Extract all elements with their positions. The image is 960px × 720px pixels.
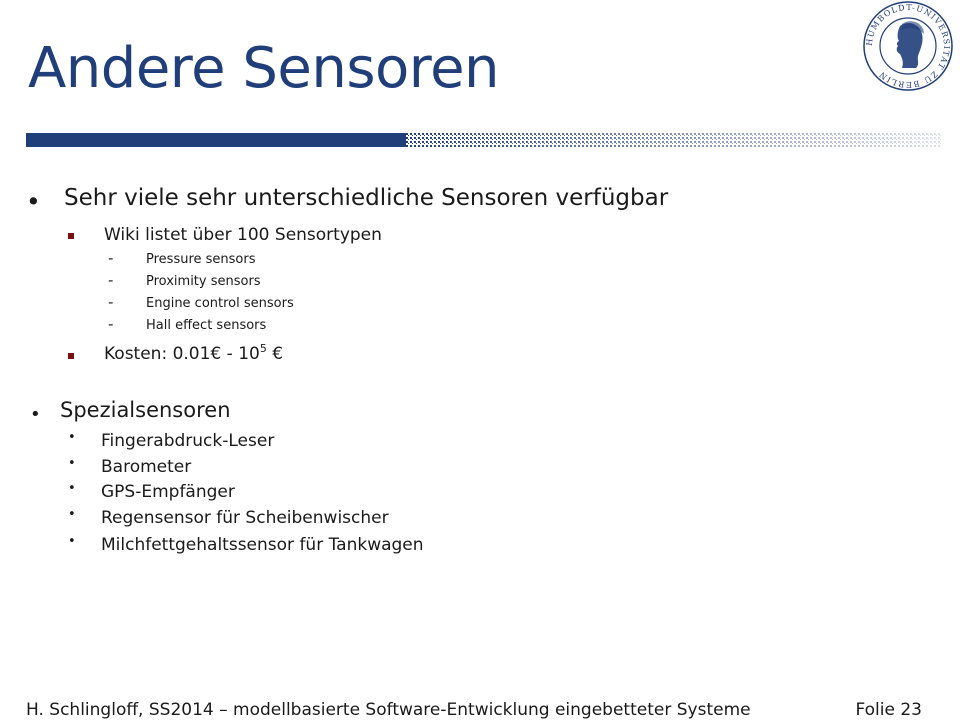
bullet-dot-icon: •: [26, 187, 41, 216]
kosten-suffix: €: [266, 344, 284, 364]
footer-slide-number: Folie 23: [855, 700, 922, 720]
footer-author-course: H. Schlingloff, SS2014 – modellbasierte Software-Entwicklung eingebetteter Systeme: [26, 700, 751, 720]
bullet-dot-icon: •: [68, 534, 76, 549]
special-sensor-item: Regensensor für Scheibenwischer: [101, 508, 389, 528]
dash-bullet-icon: -: [108, 293, 114, 311]
kosten-text: Kosten: 0.01€ - 10: [104, 344, 260, 364]
bullet-dot-icon: •: [30, 404, 41, 425]
bullet-dot-icon: •: [68, 430, 76, 445]
sensor-type-item: Pressure sensors: [146, 252, 256, 267]
dash-bullet-icon: -: [108, 249, 114, 267]
special-sensor-item: Fingerabdruck-Leser: [101, 431, 275, 451]
bullet-dot-icon: •: [68, 456, 76, 471]
special-sensor-item: GPS-Empfänger: [101, 482, 235, 502]
dash-bullet-icon: -: [108, 271, 114, 289]
dash-bullet-icon: -: [108, 315, 114, 333]
bullet-dot-icon: •: [68, 507, 76, 522]
bullet-kosten: [104, 344, 283, 364]
special-sensor-item: Barometer: [101, 457, 192, 477]
sensor-type-item: Hall effect sensors: [146, 318, 267, 333]
bullet-wiki: Wiki listet über 100 Sensortypen: [104, 225, 382, 245]
bullet-dot-icon: •: [68, 481, 76, 496]
slide-title: Andere Sensoren: [28, 36, 500, 101]
sensor-type-item: Engine control sensors: [146, 296, 294, 311]
special-sensor-item: Milchfettgehaltssensor für Tankwagen: [101, 535, 424, 555]
square-bullet-icon: [68, 233, 74, 239]
square-bullet-icon: [68, 353, 74, 359]
slide-body: • Sehr viele sehr unterschiedliche Sensoren verfügbar Wiki listet über 100 Sensortypen - Pressure sensors - Proximity sensors - Engine control sensors - Hall effect sensors Kosten: 0.01€ - $10^5$ € • Spezialsensoren • Fingerabdruck-Leser • Barometer • GPS-Empfänger • Regensensor für Scheibenwischer • Milchfettgehaltssensor für Tankwagen: [26, 185, 669, 555]
seal-ring-text: HUMBOLDT-UNIVERSITÄT ZU BERLIN: [864, 2, 952, 90]
sensor-type-item: Proximity sensors: [146, 274, 261, 289]
kosten-exponent: 5: [259, 342, 267, 355]
